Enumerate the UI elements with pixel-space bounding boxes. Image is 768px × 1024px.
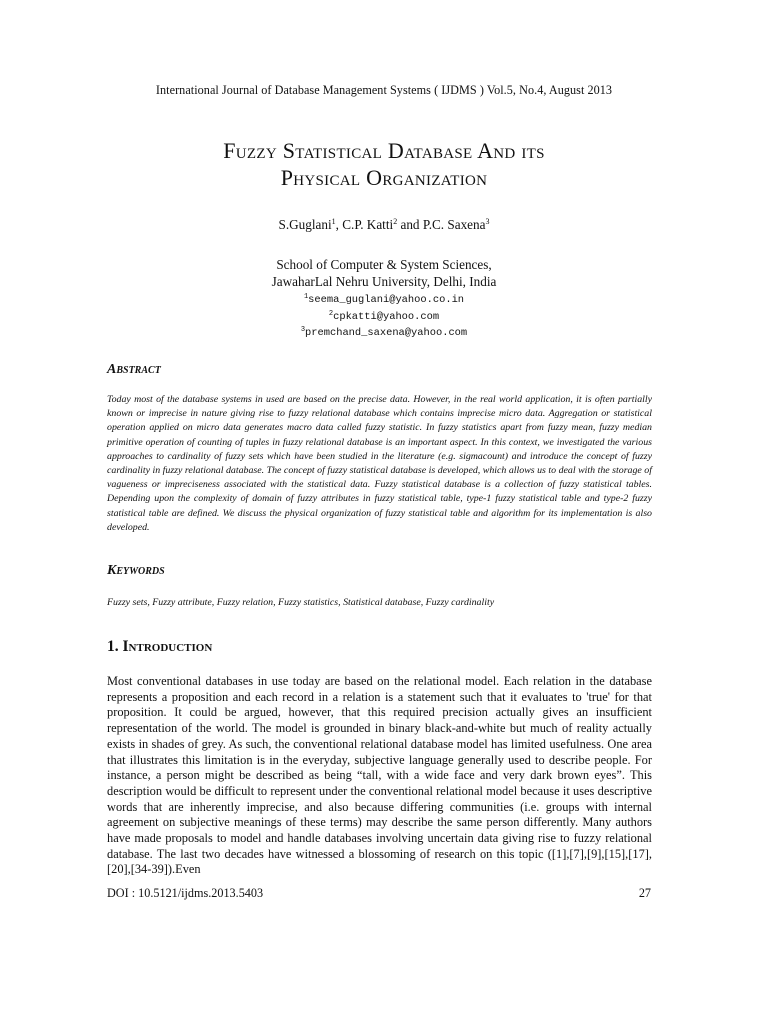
email-line[interactable]: [0, 324, 768, 341]
author-list: [0, 217, 768, 233]
email-address[interactable]: seema_guglani@yahoo.co.in: [308, 294, 465, 306]
keywords-body: Fuzzy sets, Fuzzy attribute, Fuzzy relation, Fuzzy statistics, Statistical database, Fuzzy cardinality: [107, 597, 495, 608]
affiliation-line-2: JawaharLal Nehru University, Delhi, India: [271, 274, 497, 289]
paper-title: [0, 137, 768, 191]
introduction-body: Most conventional databases in use today are based on the relational model. Each relation in the database represents a proposition and each record in a relation is a statement such that it evaluates to 'true' for that proposition. It could be argued, however, that this required precision actually gives an insufficient representation of the world. The model is grounded in binary black-and-white but much of reality actually exists in shades of grey. As such, the conventional relational database model has limited usefulness. One area that illustrates this limitation is in the everyday, subjective language generally used to describe people. For instance, a person might be described as being “tall, with a wide face and very dark brown eyes”. This description would be difficult to represent under the conventional relational model because it uses descriptive words that are inherently imprecise, and also because differing communities (i.e. groups with internal agreement on subjective meanings of these terms) may describe the same person differently. Many authors have made proposals to model and handle databases involving uncertain data giving rise to fuzzy relational database. The last two decades have witnessed a blossoming of research on this topic ([1],[7],[9],[15],[17],[20],[34-39]).Even: [107, 674, 652, 877]
email-mark: 2: [328, 309, 334, 318]
author-separator: ,: [335, 217, 343, 232]
author-name: S.Guglani: [278, 217, 332, 232]
author-affiliation-mark: 1: [331, 217, 336, 226]
author-name: P.C. Saxena: [422, 217, 486, 232]
affiliation: [0, 256, 768, 290]
doi-footer[interactable]: DOI : 10.5121/ijdms.2013.5403: [107, 886, 264, 900]
email-mark: 1: [303, 293, 309, 301]
email-line[interactable]: [0, 308, 768, 325]
title-line-2: Physical Organization: [280, 165, 488, 190]
abstract-body: Today most of the database systems in used are based on the precise data. However, in the real world application, it is often partially known or imprecise in nature giving rise to fuzzy relational database which contains imprecise micro data. Aggregation or statistical operation applied on micro data generates macro data called fuzzy statistic. In fuzzy statistics apart from fuzzy mean, fuzzy median primitive operation of counting of tuples in fuzzy relational database is an important aspect. In this context, we investigated the various approaches to cardinality of fuzzy sets which have been studied in the literature (e.g. sigmacount) and introduce the concept of fuzzy cardinality in fuzzy relational database. The concept of fuzzy statistical database is developed, which allows us to deal with the storage of vagueness or impreciseness associated with the statistical data. Fuzzy statistical database is a collection of fuzzy statistical tables. Depending upon the complexity of domain of fuzzy attributes in fuzzy statistical table, type-1 fuzzy statistical table and type-2 fuzzy statistical table are defined. We discuss the physical organization of fuzzy statistical table and algorithm for its implementation is also developed.: [107, 394, 652, 533]
email-address[interactable]: cpkatti@yahoo.com: [333, 310, 440, 323]
keywords-heading: Keywords: [107, 563, 165, 578]
email-line[interactable]: [0, 291, 768, 308]
author-affiliation-mark: 2: [393, 217, 398, 226]
abstract-heading: Abstract: [107, 362, 161, 377]
email-list: [0, 291, 768, 341]
email-mark: 3: [300, 326, 306, 334]
introduction-heading: 1. Introduction: [107, 638, 213, 655]
page-number: 27: [638, 886, 651, 900]
author-affiliation-mark: 3: [485, 217, 490, 226]
title-line-1: Fuzzy Statistical Database And its: [223, 138, 545, 163]
email-address[interactable]: premchand_saxena@yahoo.com: [305, 327, 468, 339]
running-header: International Journal of Database Management Systems ( IJDMS ) Vol.5, No.4, August 2013: [155, 83, 613, 97]
author-separator: and: [397, 217, 423, 232]
affiliation-line-1: School of Computer & System Sciences,: [276, 257, 492, 272]
author-name: C.P. Katti: [342, 217, 394, 232]
